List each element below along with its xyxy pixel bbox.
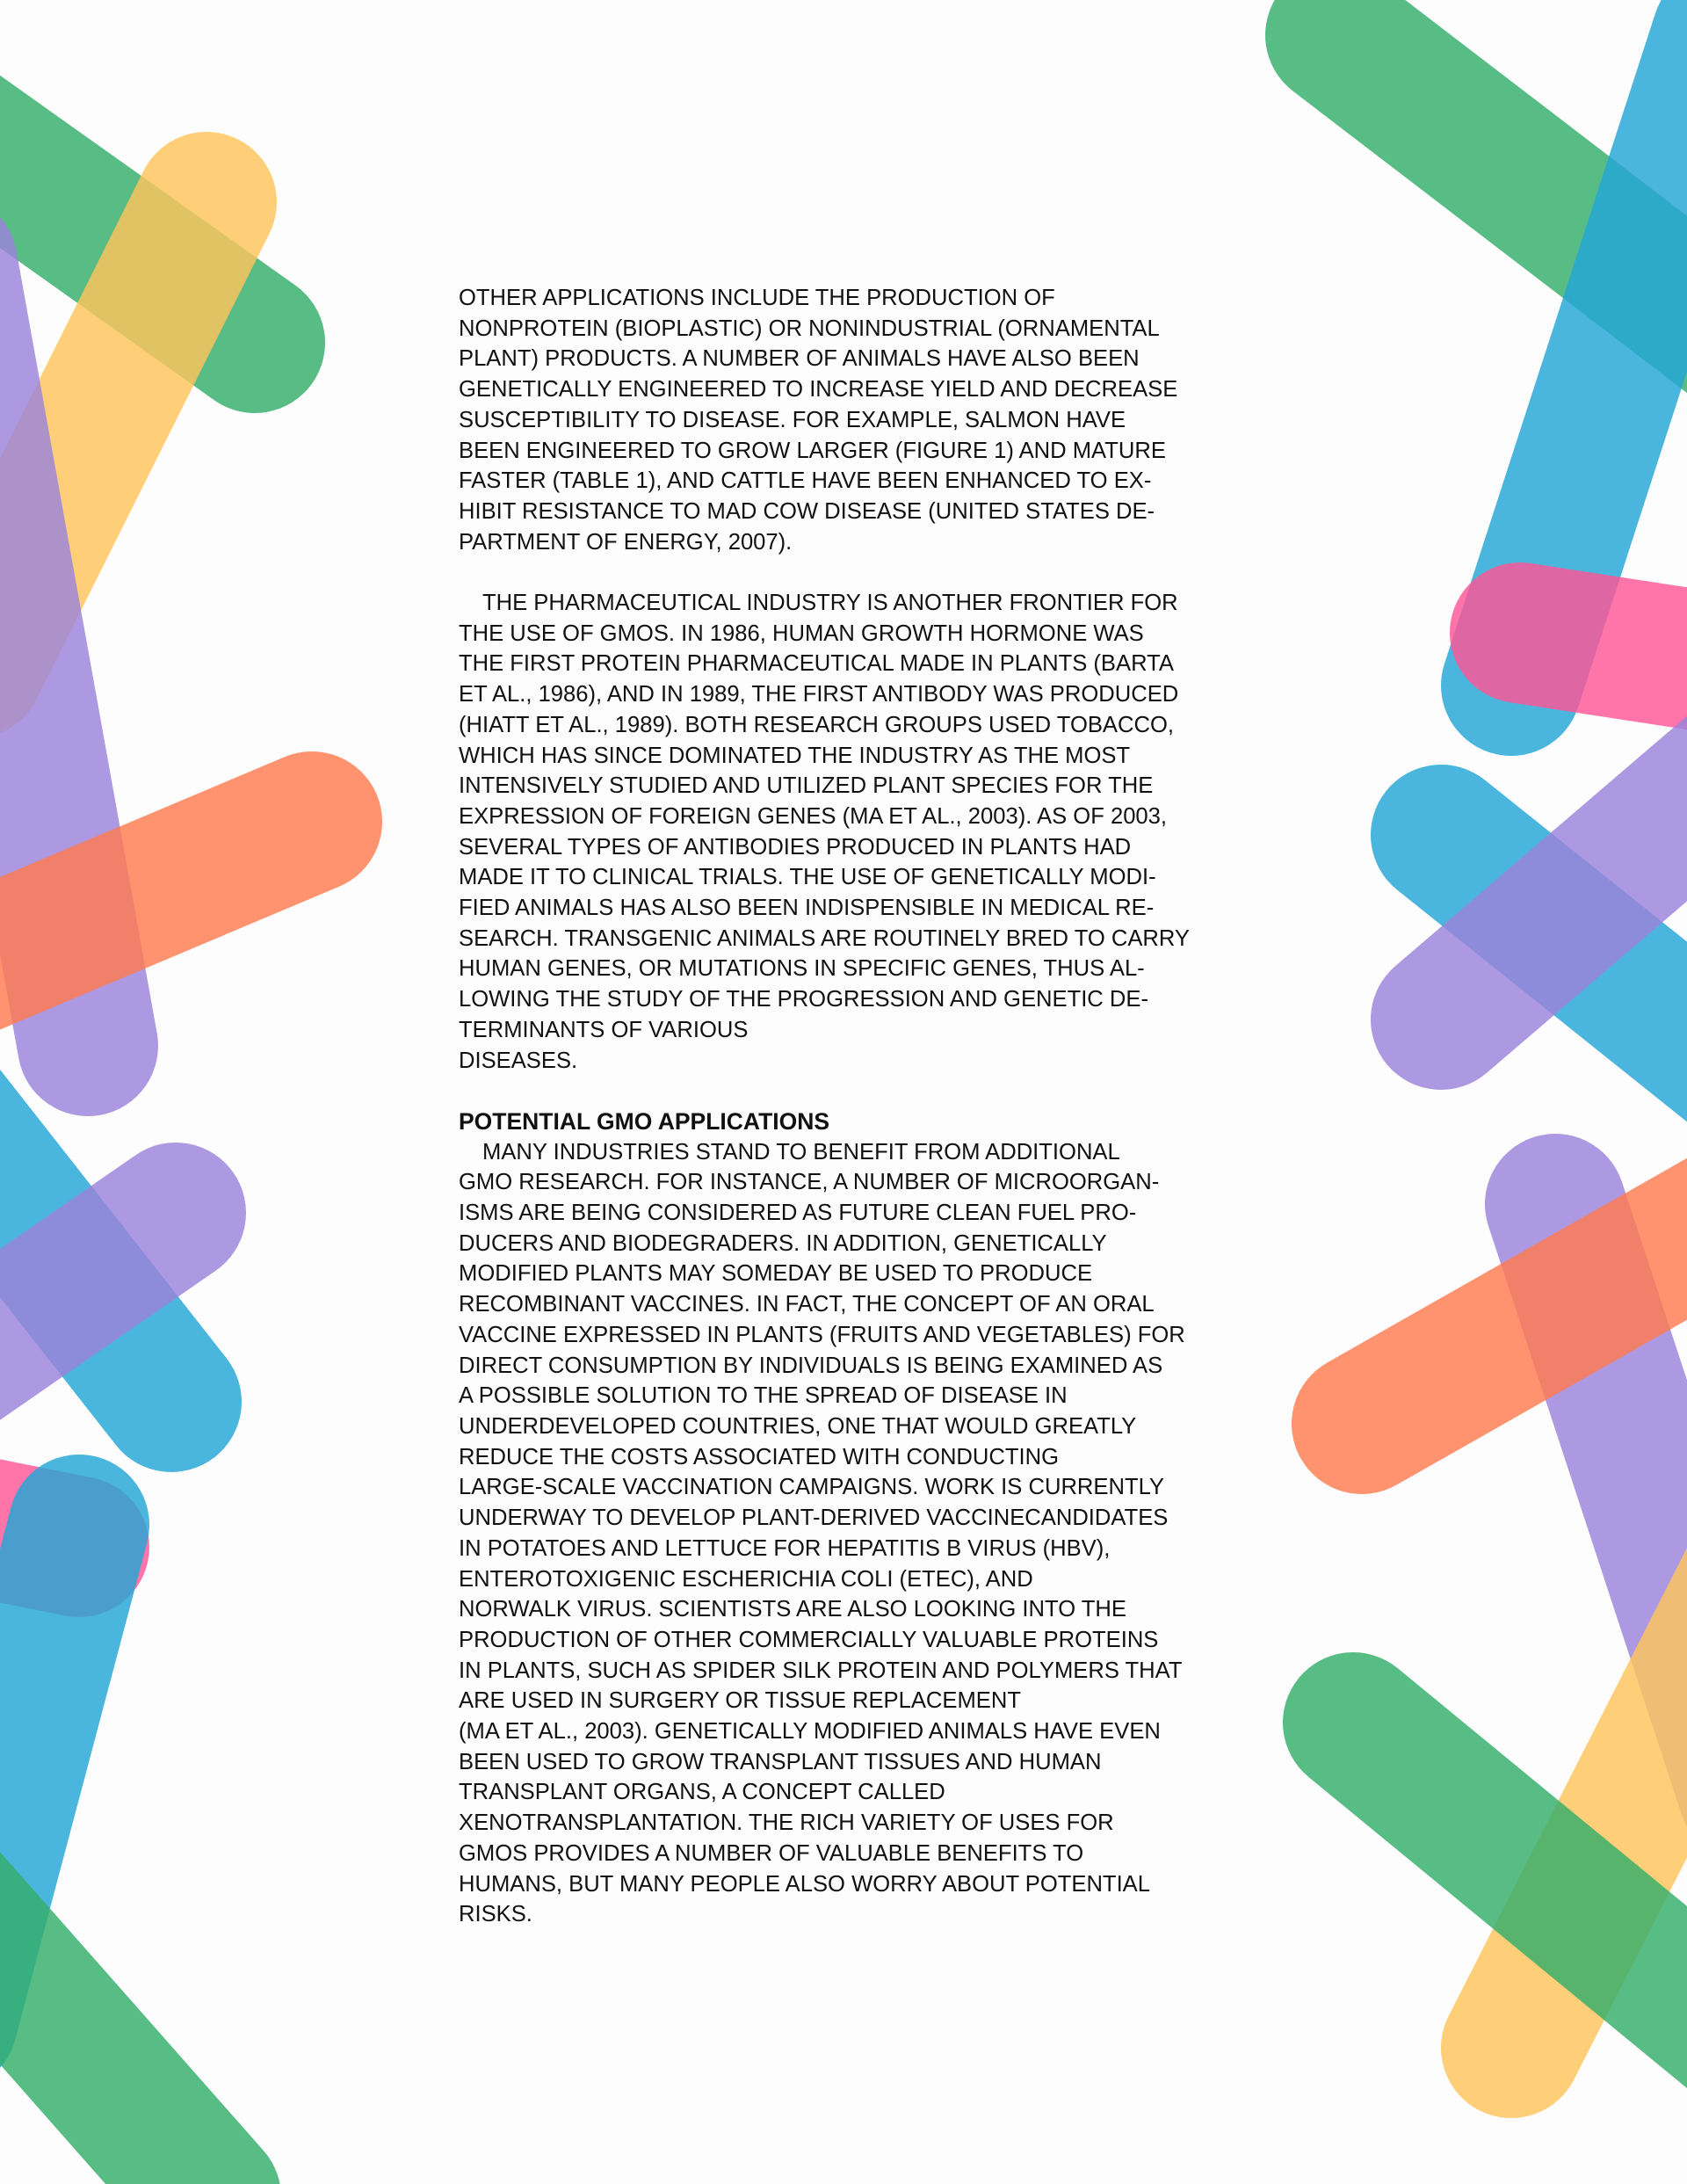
text-line: SEARCH. TRANSGENIC ANIMALS ARE ROUTINELY BRED TO CARRY — [459, 925, 1191, 951]
text-line: PARTMENT OF ENERGY, 2007). — [459, 529, 793, 555]
text-line: WHICH HAS SINCE DOMINATED THE INDUSTRY AS THE MOST — [459, 743, 1131, 768]
text-line: NORWALK VIRUS. SCIENTISTS ARE ALSO LOOKING INTO THE — [459, 1597, 1126, 1622]
text-line: LOWING THE STUDY OF THE PROGRESSION AND GENETIC DE- — [459, 987, 1148, 1012]
article-body — [459, 283, 1232, 1930]
text-line: EXPRESSION OF FOREIGN GENES (MA ET AL., 2003). AS OF 2003, — [459, 803, 1168, 829]
text-line: IN PLANTS, SUCH AS SPIDER SILK PROTEIN AND POLYMERS THAT — [459, 1658, 1183, 1683]
text-line: UNDERWAY TO DEVELOP PLANT-DERIVED VACCINECANDIDATES — [459, 1506, 1169, 1531]
paragraph-other-applications — [459, 283, 1232, 557]
text-line: ISMS ARE BEING CONSIDERED AS FUTURE CLEAN FUEL PRO- — [459, 1201, 1137, 1226]
text-line: PLANT) PRODUCTS. A NUMBER OF ANIMALS HAVE ALSO BEEN — [459, 346, 1140, 372]
text-line: FIED ANIMALS HAS ALSO BEEN INDISPENSIBLE IN MEDICAL RE- — [459, 896, 1155, 921]
text-line: INTENSIVELY STUDIED AND UTILIZED PLANT SPECIES FOR THE — [459, 773, 1154, 799]
text-line: BEEN USED TO GROW TRANSPLANT TISSUES AND HUMAN — [459, 1749, 1102, 1774]
text-line: VACCINE EXPRESSED IN PLANTS (FRUITS AND VEGETABLES) FOR — [459, 1322, 1185, 1347]
text-line: BEEN ENGINEERED TO GROW LARGER (FIGURE 1) AND MATURE — [459, 438, 1166, 463]
capsule-green-bottom-left — [0, 1898, 211, 2184]
text-line: REDUCE THE COSTS ASSOCIATED WITH CONDUCTING — [459, 1444, 1060, 1469]
text-line: PRODUCTION OF OTHER COMMERCIALLY VALUABLE PROTEINS — [459, 1627, 1159, 1652]
text-line: (MA ET AL., 2003). GENETICALLY MODIFIED ANIMALS HAVE EVEN — [459, 1719, 1161, 1745]
text-line: SUSCEPTIBILITY TO DISEASE. FOR EXAMPLE, SALMON HAVE — [459, 407, 1126, 432]
text-line: DUCERS AND BIODEGRADERS. IN ADDITION, GENETICALLY — [459, 1230, 1107, 1256]
text-line: OTHER APPLICATIONS INCLUDE THE PRODUCTION OF — [459, 286, 1055, 310]
text-line: IN POTATOES AND LETTUCE FOR HEPATITIS B VIRUS (HBV), — [459, 1535, 1111, 1561]
text-line: TRANSPLANT ORGANS, A CONCEPT CALLED — [459, 1780, 945, 1805]
text-line: ET AL., 1986), AND IN 1989, THE FIRST ANTIBODY WAS PRODUCED — [459, 682, 1179, 707]
text-line: GMO RESEARCH. FOR INSTANCE, A NUMBER OF MICROORGAN- — [459, 1170, 1160, 1195]
paragraph-spacer — [459, 557, 1232, 588]
section-heading: POTENTIAL GMO APPLICATIONS — [459, 1107, 830, 1135]
text-line: ARE USED IN SURGERY OR TISSUE REPLACEMENT — [459, 1688, 1021, 1714]
text-line: MADE IT TO CLINICAL TRIALS. THE USE OF GENETICALLY MODI- — [459, 865, 1156, 890]
text-line: HUMAN GENES, OR MUTATIONS IN SPECIFIC GENES, THUS AL- — [459, 956, 1145, 982]
text-line: HIBIT RESISTANCE TO MAD COW DISEASE (UNITED STATES DE- — [459, 498, 1155, 524]
text-line: UNDERDEVELOPED COUNTRIES, ONE THAT WOULD GREATLY — [459, 1413, 1137, 1439]
text-line: DIRECT CONSUMPTION BY INDIVIDUALS IS BEING EXAMINED AS — [459, 1353, 1163, 1378]
text-line: MANY INDUSTRIES STAND TO BENEFIT FROM ADDITIONAL — [482, 1139, 1120, 1165]
text-line: SEVERAL TYPES OF ANTIBODIES PRODUCED IN PLANTS HAD — [459, 834, 1132, 860]
paragraph-potential-applications — [459, 1137, 1232, 1930]
text-line: ENTEROTOXIGENIC ESCHERICHIA COLI (ETEC), AND — [459, 1566, 1033, 1592]
capsule-pink-right — [1520, 633, 1687, 668]
text-line: THE PHARMACEUTICAL INDUSTRY IS ANOTHER FRONTIER FOR — [482, 591, 1178, 616]
text-line: LARGE-SCALE VACCINATION CAMPAIGNS. WORK IS CURRENTLY — [459, 1475, 1165, 1500]
paragraph-spacer — [459, 1076, 1232, 1107]
text-line: THE FIRST PROTEIN PHARMACEUTICAL MADE IN PLANTS (BARTA — [459, 651, 1174, 677]
text-line: THE USE OF GMOS. IN 1986, HUMAN GROWTH HORMONE WAS — [459, 620, 1144, 646]
paragraph-pharmaceutical — [459, 588, 1232, 1076]
text-line: RECOMBINANT VACCINES. IN FACT, THE CONCEPT OF AN ORAL — [459, 1292, 1155, 1317]
text-line: FASTER (TABLE 1), AND CATTLE HAVE BEEN ENHANCED TO EX- — [459, 468, 1152, 494]
text-line: GMOS PROVIDES A NUMBER OF VALUABLE BENEFITS TO — [459, 1840, 1084, 1866]
text-line: GENETICALLY ENGINEERED TO INCREASE YIELD AND DECREASE — [459, 377, 1178, 403]
text-line: A POSSIBLE SOLUTION TO THE SPREAD OF DISEASE IN — [459, 1383, 1068, 1409]
left-capsule-cluster — [0, 105, 312, 2184]
text-line: NONPROTEIN (BIOPLASTIC) OR NONINDUSTRIAL (ORNAMENTAL — [459, 316, 1160, 341]
text-line: DISEASES. — [459, 1048, 578, 1073]
text-line: RISKS. — [459, 1902, 532, 1927]
text-line: HUMANS, BUT MANY PEOPLE ALSO WORRY ABOUT POTENTIAL — [459, 1871, 1150, 1897]
text-line: (HIATT ET AL., 1989). BOTH RESEARCH GROUPS USED TOBACCO, — [459, 712, 1174, 737]
text-line: MODIFIED PLANTS MAY SOMEDAY BE USED TO PRODUCE — [459, 1261, 1093, 1287]
text-line: TERMINANTS OF VARIOUS — [459, 1017, 749, 1042]
right-capsule-cluster — [1336, 35, 1687, 2048]
text-line: XENOTRANSPLANTATION. THE RICH VARIETY OF USES FOR — [459, 1810, 1114, 1836]
